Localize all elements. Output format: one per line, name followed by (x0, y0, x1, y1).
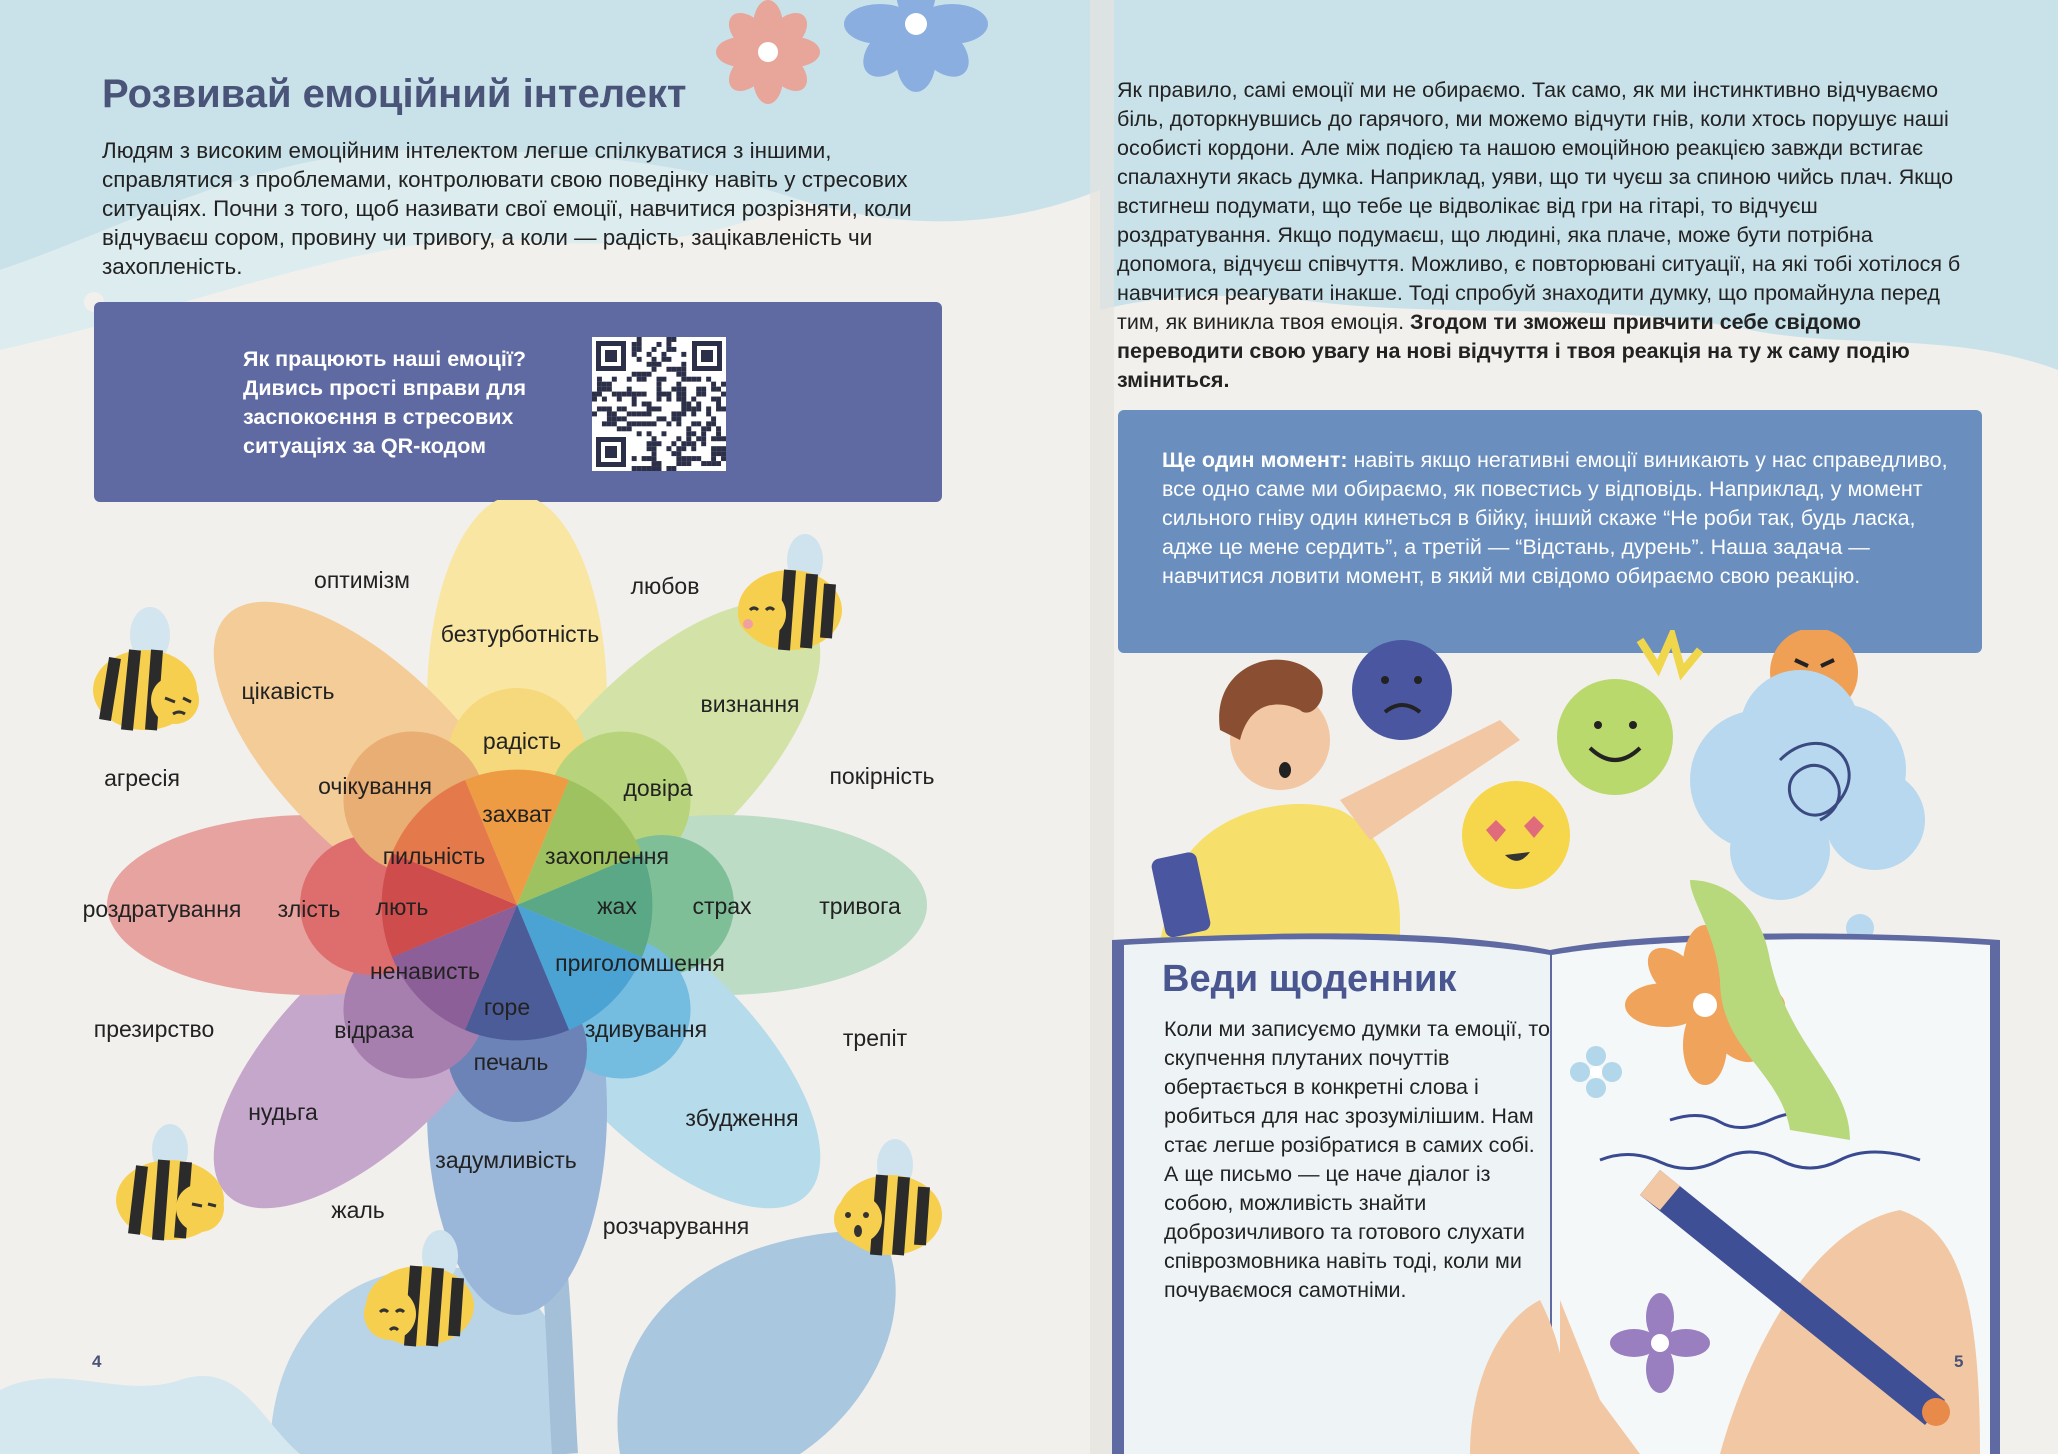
note-lead: Ще один момент: (1162, 448, 1348, 472)
wheel-label: розчарування (602, 1213, 750, 1239)
note-body: навіть якщо негативні емоції виникають у нас справедливо, все одно саме ми обираємо, як повестись у відповідь. Наприклад, у момент сильного гніву один кинеться в бійку, інший скаже “Не роби так, будь ласка, адже це мене сердить”, а третій — “Відстань, дурень”. Наша задача — навчитися ловити момент, в який ми свідомо обираємо свою реакцію. (1162, 448, 1948, 588)
bee-crying-icon (364, 1230, 474, 1346)
right-paragraph-regular: Як правило, самі емоції ми не обираємо. Так само, як ми інстинктивно відчуваємо біль, доторкнувшись до гарячого, ми можемо відчути гнів, коли хтось порушує наші особисті кордони. Але між подією та нашою емоційною реакцією завжди встигає спалахнути якась думка. Наприклад, уяви, що ти чуєш за спиною чийсь плач. Якщо встигнеш подумати, що тебе це відволікає від гри на гітарі, то відчуєш роздратування. Якщо подумаєш, що людині, яка плаче, може бути потрібна допомога, відчуєш співчуття. Можливо, є повторювані ситуації, на які тобі хотілося б навчитися реагувати інакше. Тоді спробуй знаходити думку, що промайнула перед тим, як виникла твоя емоція. (1117, 78, 1961, 334)
bee-happy-icon (738, 534, 842, 650)
page-title: Розвивай емоційний інтелект (102, 72, 687, 116)
page-number-left: 4 (92, 1352, 102, 1371)
right-paragraph (1117, 76, 1977, 395)
wheel-label: агресія (104, 765, 180, 791)
right-paragraph-bold: Згодом ти зможеш привчити себе свідомо переводити свою увагу на нові відчуття і твоя реакція на ту ж саму подію зміниться. (1117, 310, 1910, 392)
wheel-label: горе (483, 994, 531, 1020)
wheel-label: радість (482, 728, 562, 754)
diary-title: Веди щоденник (1162, 958, 1457, 1000)
wheel-label: захват (482, 801, 552, 827)
wheel-label: лють (375, 894, 429, 920)
smile-face-icon (1557, 679, 1673, 795)
wheel-label: задумливість (435, 1147, 577, 1173)
wheel-label: збудження (685, 1105, 799, 1131)
wheel-label: жах (597, 893, 637, 919)
wheel-label: любов (630, 573, 700, 599)
bee-illustrations (0, 0, 1000, 1454)
diary-paragraph: Коли ми записуємо думки та емоції, то скупчення плутаних почуттів обертається в конкретні слова і робиться для нас зрозумілішим. Нам стає легше розібратися в самих собі. А ще письмо — це наче діалог із собою, можливість знайти доброзичливого та готового слухати співрозмовника навіть тоді, коли ми почуваємося самотніми. (1164, 1017, 1550, 1302)
spark-icon (1640, 636, 1700, 672)
wheel-label: захоплення (545, 843, 669, 869)
boy-illustration (1150, 660, 1520, 940)
wheel-label: очікування (318, 773, 432, 799)
wheel-label: жаль (331, 1197, 385, 1223)
wheel-label: тривога (819, 893, 901, 919)
wheel-label: здивування (584, 1016, 708, 1042)
note-callout-text (1162, 446, 1952, 591)
love-face-icon (1462, 781, 1570, 889)
wheel-label: довіра (623, 775, 693, 801)
wheel-label: злість (277, 896, 341, 922)
bee-surprised-icon (834, 1139, 942, 1255)
wheel-label: трепіт (842, 1025, 908, 1051)
wheel-label: цікавість (241, 678, 335, 704)
bee-frown-icon (116, 1124, 224, 1240)
wheel-label: нудьга (248, 1099, 318, 1125)
wheel-label: приголомшення (555, 950, 725, 976)
wheel-label: оптимізм (314, 567, 410, 593)
wheel-label: відраза (334, 1017, 414, 1043)
intro-paragraph: Людям з високим емоційним інтелектом легше спілкуватися з іншими, справлятися з проблемами, контролювати свою поведінку навіть у стресових ситуаціях. Почни з того, щоб називати свої емоції, навчитися розрізняти, коли відчуваєш сором, провину чи тривогу, а коли — радість, зацікавленість чи захопленість. (102, 138, 912, 279)
page-number-right: 5 (1954, 1352, 1964, 1371)
wheel-label: презирство (93, 1016, 215, 1042)
wheel-label: печаль (473, 1049, 549, 1075)
sad-face-icon (1352, 640, 1452, 740)
qr-callout-text: Як працюють наші емоції? Дивись прості вправи для заспокоєння в стресових ситуаціях за QR-кодом (243, 347, 527, 458)
bee-angry-icon (93, 607, 199, 730)
wheel-label: безтурботність (440, 621, 600, 647)
wheel-label: пильність (382, 843, 486, 869)
wheel-label: ненависть (369, 958, 481, 984)
wheel-label: роздратування (82, 896, 242, 922)
wheel-label: страх (692, 893, 752, 919)
wheel-label: покірність (829, 763, 935, 789)
wheel-label: визнання (700, 691, 800, 717)
